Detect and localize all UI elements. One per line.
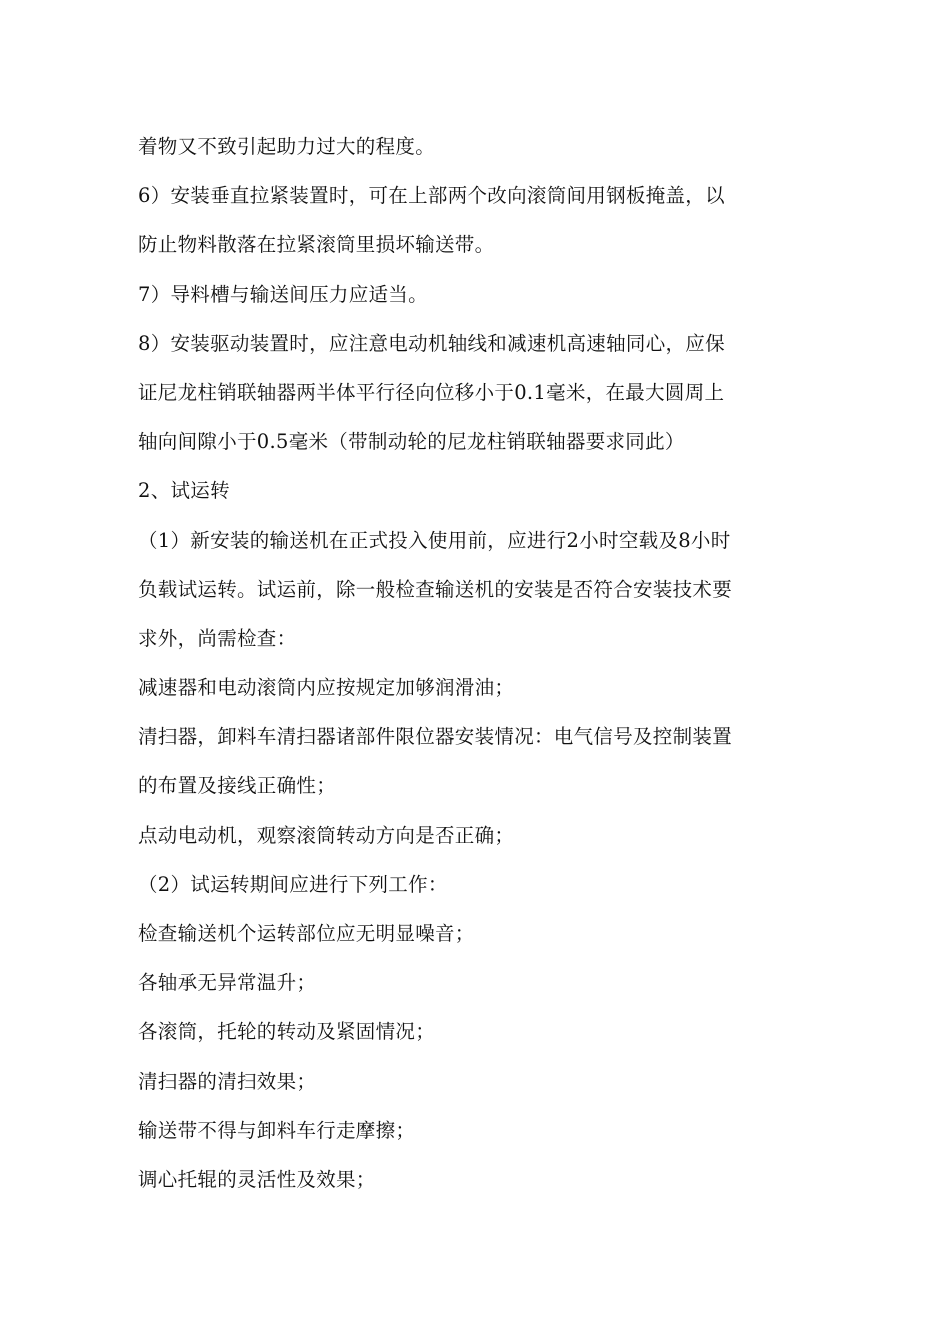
text-line: 减速器和电动滚筒内应按规定加够润滑油； xyxy=(138,676,515,700)
text-line: 检查输送机个运转部位应无明显噪音； xyxy=(138,922,475,945)
text-line: 的布置及接线正确性； xyxy=(138,774,337,798)
text-line: 6）安装垂直拉紧装置时，可在上部两个改向滚筒间用钢板掩盖，以 xyxy=(138,184,725,208)
text-line: 点动电动机，观察滚筒转动方向是否正确； xyxy=(138,823,515,847)
text-line: 各轴承无异常温升； xyxy=(138,971,317,995)
text-line: （1）新安装的输送机在正式投入使用前，应进行2小时空载及8小时 xyxy=(138,528,731,552)
text-line: 防止物料散落在拉紧滚筒里损坏输送带。 xyxy=(138,233,495,257)
text-line: 8）安装驱动装置时，应注意电动机轴线和减速机高速轴同心，应保 xyxy=(138,331,725,355)
text-line: 调心托辊的灵活性及效果； xyxy=(138,1167,376,1191)
document-body xyxy=(138,122,828,1204)
text-line: （2）试运转期间应进行下列工作： xyxy=(138,872,448,896)
text-line: 着物又不致引起助力过大的程度。 xyxy=(138,135,436,158)
text-line: 输送带不得与卸料车行走摩擦； xyxy=(138,1118,416,1142)
text-line: 7）导料槽与输送间压力应适当。 xyxy=(138,282,428,306)
text-line: 负载试运转。试运前，除一般检查输送机的安装是否符合安装技术要 xyxy=(138,577,733,601)
text-line: 清扫器的清扫效果； xyxy=(138,1069,317,1093)
text-line: 求外，尚需检查： xyxy=(138,626,297,650)
text-line: 轴向间隙小于0.5毫米（带制动轮的尼龙柱销联轴器要求同此） xyxy=(138,430,685,454)
text-line: 清扫器，卸料车清扫器诸部件限位器安装情况：电气信号及控制装置 xyxy=(138,725,733,749)
text-line: 证尼龙柱销联轴器两半体平行径向位移小于0.1毫米，在最大圆周上 xyxy=(138,380,725,404)
text-line: 各滚筒，托轮的转动及紧固情况； xyxy=(138,1020,436,1044)
section-heading: 2、试运转 xyxy=(138,479,230,503)
